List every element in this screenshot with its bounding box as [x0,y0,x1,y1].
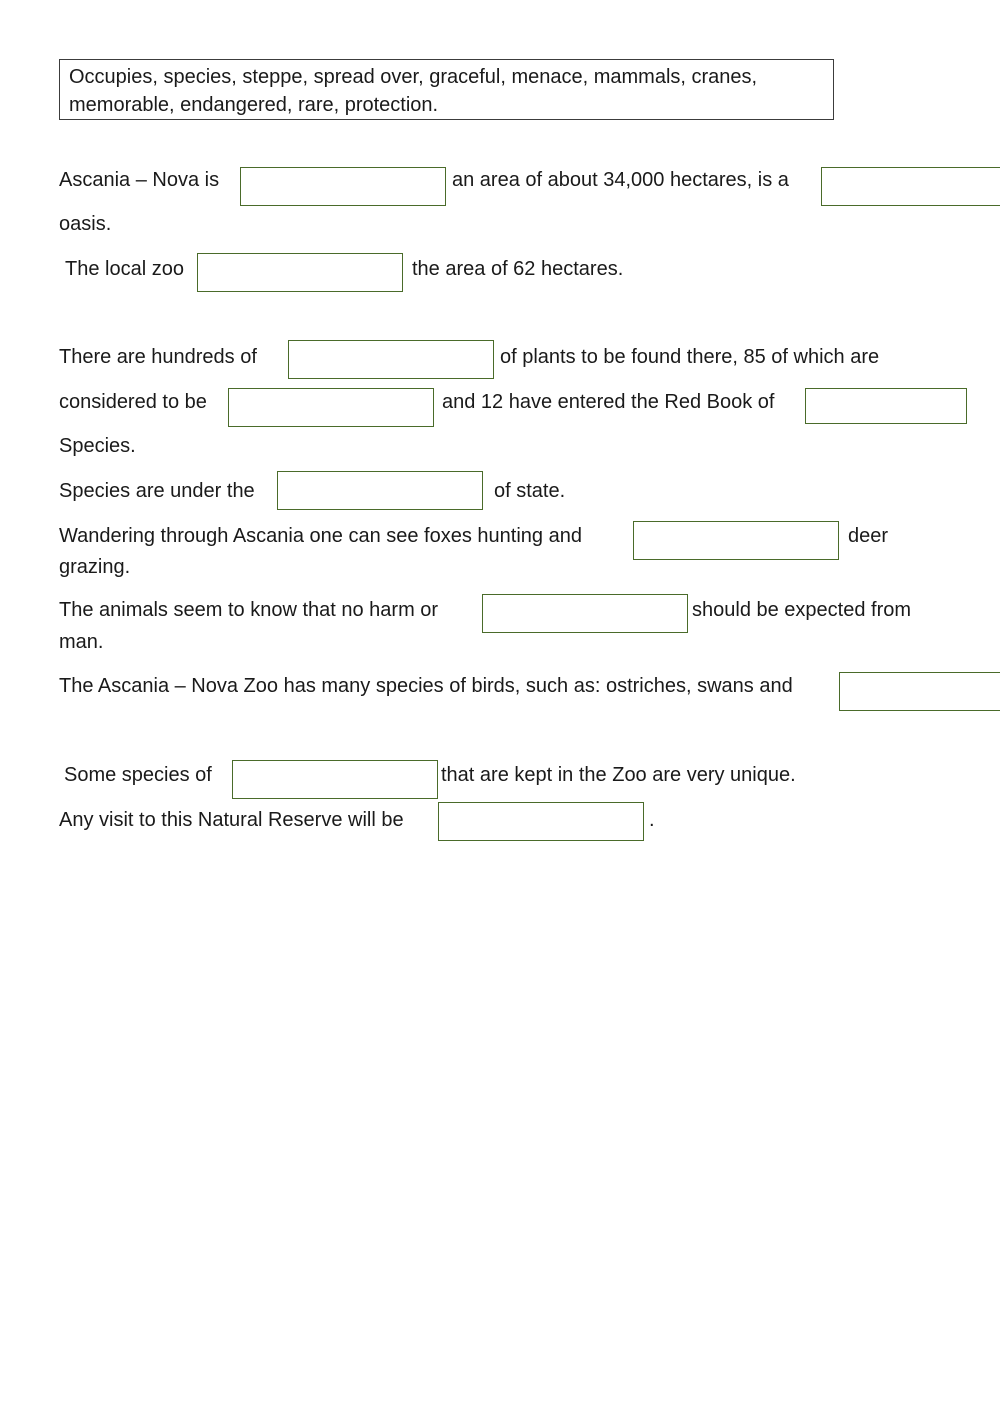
blank-7-input[interactable] [277,471,483,510]
sentence-9-end: . [649,809,655,831]
sentence-3-part-4: and 12 have entered the Red Book of [442,391,775,413]
sentence-2-end: the area of 62 hectares. [412,258,624,280]
blank-1-input[interactable] [240,167,446,206]
blank-3-input[interactable] [197,253,403,292]
sentence-6-start: The animals seem to know that no harm or [59,599,439,621]
sentence-8-start: Some species of [64,764,212,786]
sentence-3-end: Species. [59,435,136,457]
sentence-4-end: of state. [494,480,566,502]
blank-4-input[interactable] [288,340,494,379]
blank-6-input[interactable] [805,388,967,424]
sentence-4-start: Species are under the [59,480,255,502]
sentence-1-start: Ascania – Nova is [59,169,220,191]
sentence-8-end: that are kept in the Zoo are very unique. [441,764,796,786]
blank-8-input[interactable] [633,521,839,560]
sentence-1-middle: an area of about 34,000 hectares, is a [452,169,789,191]
blank-9-input[interactable] [482,594,688,633]
sentence-5-middle: deer [848,525,889,547]
word-bank-box [59,59,834,120]
blank-12-input[interactable] [438,802,644,841]
blank-11-input[interactable] [232,760,438,799]
blank-5-input[interactable] [228,388,434,427]
sentence-2-start: The local zoo [65,258,184,280]
blank-10-input[interactable] [839,672,1000,711]
sentence-3-part-3: considered to be [59,391,207,413]
sentence-6-end: man. [59,631,104,653]
word-bank-text: Occupies, species, steppe, spread over, graceful, menace, mammals, cranes, memorable, endangered, rare, protection. [69,66,758,116]
sentence-3-start: There are hundreds of [59,346,257,368]
sentence-9-start: Any visit to this Natural Reserve will be [59,809,404,831]
sentence-6-middle: should be expected from [692,599,912,621]
sentence-3-part-2: of plants to be found there, 85 of which are [500,346,880,368]
blank-2-input[interactable] [821,167,1000,206]
sentence-5-start: Wandering through Ascania one can see foxes hunting and [59,525,582,547]
sentence-5-end: grazing. [59,556,131,578]
sentence-7-start: The Ascania – Nova Zoo has many species of birds, such as: ostriches, swans and [59,675,793,697]
sentence-1-end: oasis. [59,213,112,235]
